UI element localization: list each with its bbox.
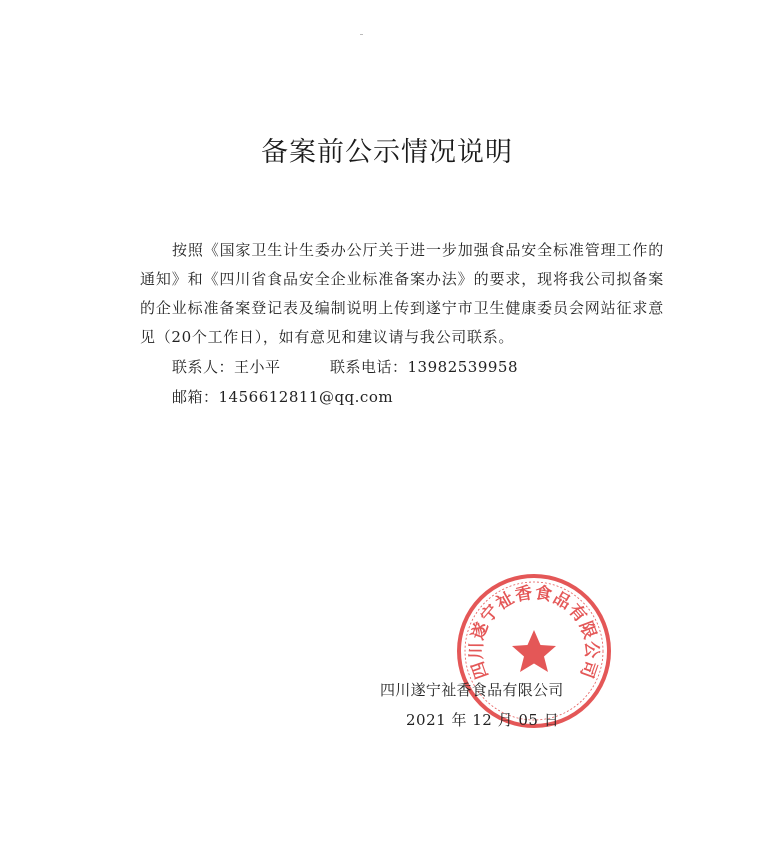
company-seal (455, 572, 613, 730)
contact-email-line (172, 386, 393, 407)
contact-email-label: 邮箱： (172, 388, 219, 406)
contact-person-line (172, 356, 518, 377)
body-text (140, 236, 664, 352)
contact-person-value: 王小平 (234, 358, 281, 376)
document-title: 备案前公示情况说明 (261, 137, 513, 168)
contact-phone-group (330, 356, 518, 377)
document-date: 2021 年 12 月 05 日 (406, 711, 560, 729)
notice-paragraph: 按照《国家卫生计生委办公厅关于进一步加强食品安全标准管理工作的通知》和《四川省食品安全企业标准备案办法》的要求，现将我公司拟备案的企业标准备案登记表及编制说明上传到遂宁市卫生健康委员会网站征求意见（20个工作日），如有意见和建议请与我公司联系。 (140, 241, 664, 346)
star-icon (512, 630, 556, 672)
contact-person-label: 联系人： (172, 358, 235, 376)
contact-email-value: 1456612811@qq.com (218, 388, 394, 406)
contact-phone-value: 13982539958 (407, 358, 518, 376)
seal-text: 四川遂宁祉香食品有限公司 (466, 583, 602, 682)
company-name: 四川遂宁祉香食品有限公司 (380, 681, 564, 699)
scan-mark (360, 34, 363, 35)
contact-phone-label: 联系电话： (330, 358, 408, 376)
